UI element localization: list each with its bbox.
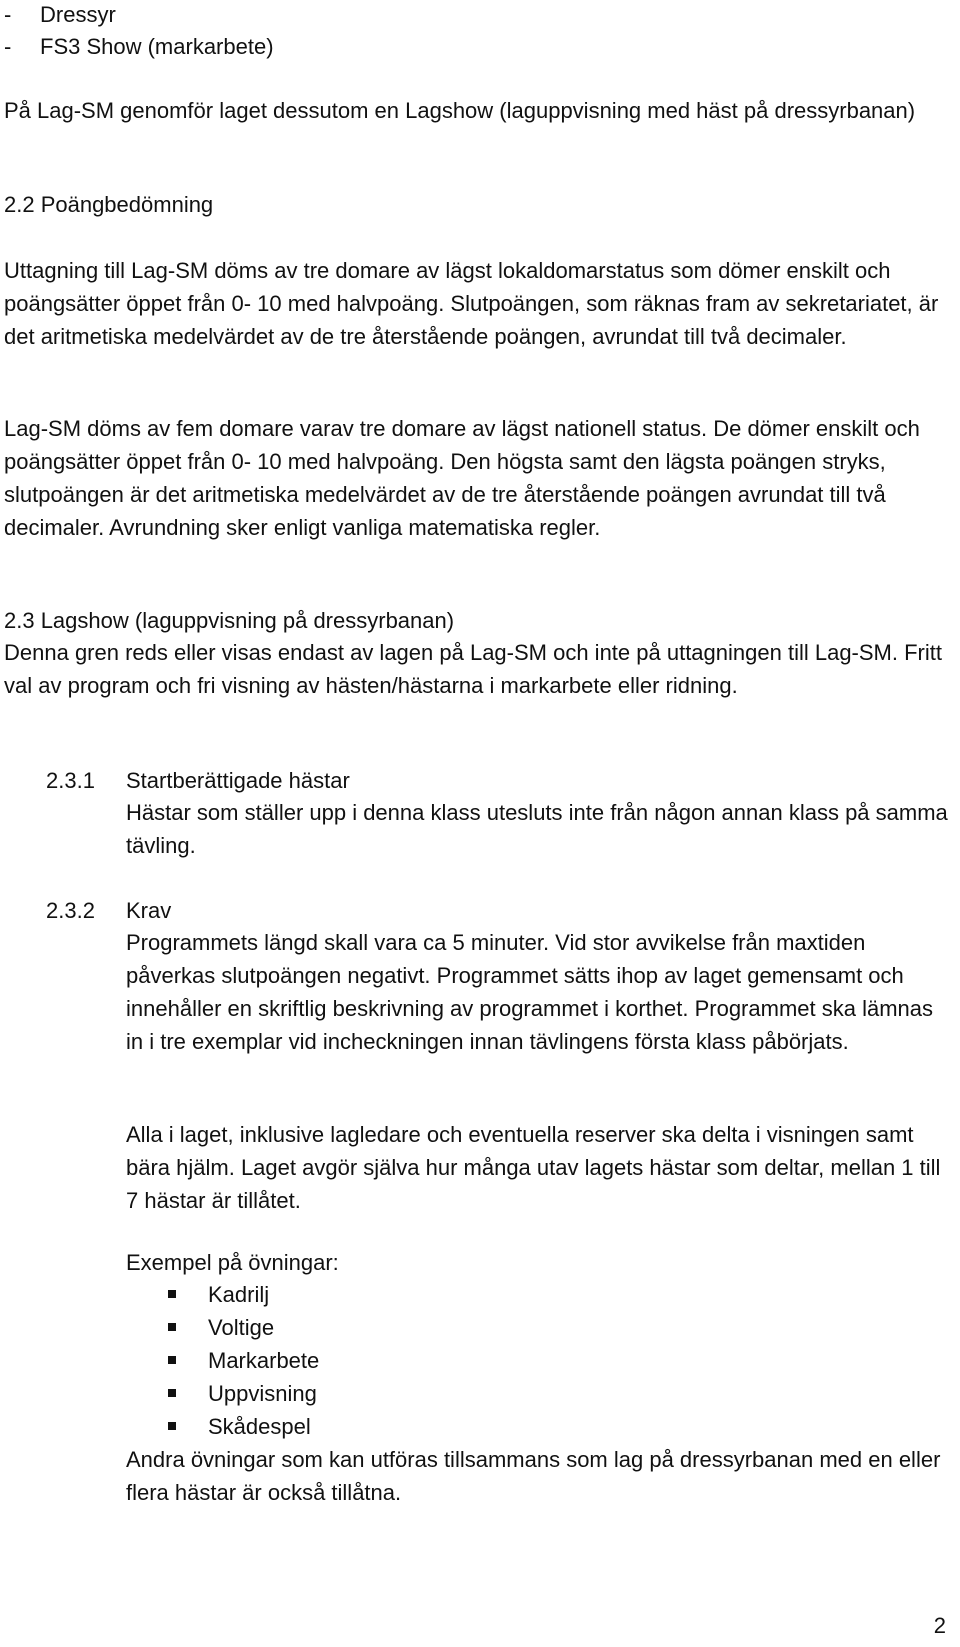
subsection-number: 2.3.1 (46, 768, 95, 793)
dash-marker: - (4, 2, 12, 27)
square-bullet-icon (168, 1389, 176, 1397)
subsection-title: Startberättigade hästar (126, 768, 350, 793)
paragraph: Hästar som ställer upp i denna klass utesluts inte från någon annan klass på samma tävling. (126, 800, 948, 858)
list-item (126, 1410, 952, 1443)
examples-list (126, 1278, 952, 1443)
list-item-text: FS3 Show (markarbete) (40, 34, 274, 59)
list-item (126, 1377, 952, 1410)
dash-marker: - (4, 34, 12, 59)
list-item-text: Dressyr (40, 2, 116, 27)
list-item-text: Markarbete (208, 1348, 320, 1373)
list-item (126, 1344, 952, 1377)
list-item-text: Voltige (208, 1315, 275, 1340)
list-item (4, 30, 274, 63)
square-bullet-icon (168, 1422, 176, 1430)
subsection-title: Krav (126, 898, 172, 923)
subsection-number: 2.3.2 (46, 898, 95, 923)
list-item (4, 0, 116, 31)
square-bullet-icon (168, 1290, 176, 1298)
paragraph: Lag-SM döms av fem domare varav tre domare av lägst nationell status. De dömer enskilt och poängsätter öppet från 0- 10 med halvpoäng. Den högsta samt den lägsta poängen stryks, slutpoängen är det aritmetiska medelvärdet av de tre återstående poängen avrundat till två decimaler. Avrundning sker enligt vanliga matematiska regler. (4, 416, 920, 540)
section-heading-2-3: 2.3 Lagshow (laguppvisning på dressyrbanan) (4, 608, 455, 633)
subsection-heading-2-3-1 (46, 764, 946, 797)
square-bullet-icon (168, 1323, 176, 1331)
list-item-text: Kadrilj (208, 1282, 270, 1307)
intro-paragraph: På Lag-SM genomför laget dessutom en Lagshow (laguppvisning med häst på dressyrbanan) (4, 98, 916, 123)
subsection-heading-2-3-2 (46, 894, 946, 927)
list-item-text: Uppvisning (208, 1381, 317, 1406)
list-item (126, 1311, 952, 1344)
paragraph: Alla i laget, inklusive lagledare och eventuella reserver ska delta i visningen samt bära hjälm. Laget avgör själva hur många utav lagets hästar som deltar, mellan 1 till 7 hästar är tillåtet. (126, 1122, 941, 1213)
list-item-text: Skådespel (208, 1414, 311, 1439)
square-bullet-icon (168, 1356, 176, 1364)
section-heading-2-2: 2.2 Poängbedömning (4, 192, 214, 217)
examples-heading: Exempel på övningar: (126, 1250, 339, 1275)
page-number: 2 (933, 1613, 946, 1638)
list-item (126, 1278, 952, 1311)
paragraph: Programmets längd skall vara ca 5 minuter. Vid stor avvikelse från maxtiden påverkas slutpoängen negativt. Programmet sätts ihop av laget gemensamt och innehåller en skriftlig beskrivning av programmet i korthet. Programmet ska lämnas in i tre exemplar vid incheckningen innan tävlingens första klass påbörjats. (126, 930, 933, 1054)
paragraph: Uttagning till Lag-SM döms av tre domare av lägst lokaldomarstatus som dömer enskilt och poängsätter öppet från 0- 10 med halvpoäng. Slutpoängen, som räknas fram av sekretariatet, är det aritmetiska medelvärdet av de tre återstående poängen, avrundat till två decimaler. (4, 258, 939, 349)
paragraph: Denna gren reds eller visas endast av lagen på Lag-SM och inte på uttagningen till Lag-SM. Fritt val av program och fri visning av hästen/hästarna i markarbete eller ridning. (4, 640, 942, 698)
paragraph: Andra övningar som kan utföras tillsammans som lag på dressyrbanan med en eller flera hästar är också tillåtna. (126, 1447, 941, 1505)
